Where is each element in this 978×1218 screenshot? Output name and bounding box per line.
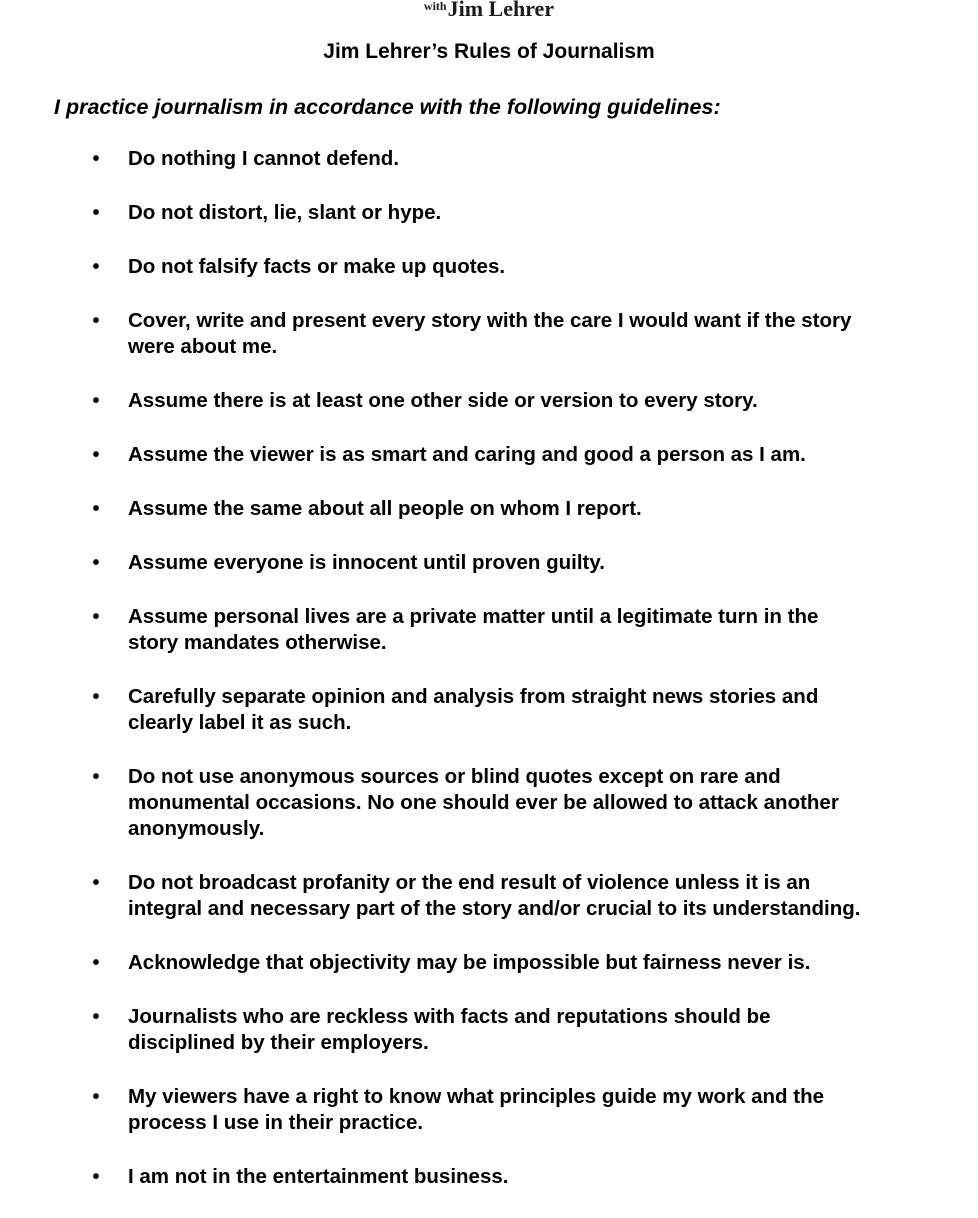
- bullet-icon: •: [92, 552, 100, 574]
- list-item: [0, 950, 978, 976]
- rule-text: Do not falsify facts or make up quotes.: [128, 255, 506, 278]
- list-item: [0, 550, 978, 576]
- masthead-name: Jim Lehrer: [447, 0, 555, 21]
- rule-text: Do not use anonymous sources or blind quotes except on rare and monumental occasions. No one should ever be allowed to attack another anonymously.: [128, 765, 839, 840]
- list-item: [0, 388, 978, 414]
- bullet-icon: •: [92, 310, 100, 332]
- list-item: [0, 1004, 978, 1056]
- rule-text: Do nothing I cannot defend.: [128, 147, 400, 170]
- rule-text: Assume the viewer is as smart and caring and good a person as I am.: [128, 443, 806, 466]
- list-item: [0, 308, 978, 360]
- intro-text: I practice journalism in accordance with the following guidelines:: [54, 95, 721, 119]
- bullet-icon: •: [92, 498, 100, 520]
- bullet-icon: •: [92, 686, 100, 708]
- bullet-icon: •: [92, 952, 100, 974]
- list-item: [0, 870, 978, 922]
- masthead-prefix: with: [423, 0, 447, 13]
- rule-text: Acknowledge that objectivity may be impossible but fairness never is.: [128, 951, 811, 974]
- bullet-icon: •: [92, 256, 100, 278]
- bullet-icon: •: [92, 1166, 100, 1188]
- list-item: [0, 684, 978, 736]
- bullet-icon: •: [92, 766, 100, 788]
- rule-text: Journalists who are reckless with facts and reputations should be disciplined by their employers.: [128, 1005, 771, 1054]
- bullet-icon: •: [92, 202, 100, 224]
- rule-text: Assume there is at least one other side or version to every story.: [128, 389, 758, 412]
- bullet-icon: •: [92, 444, 100, 466]
- list-item: [0, 146, 978, 172]
- list-item: [0, 604, 978, 656]
- rule-text: Cover, write and present every story with the care I would want if the story were about me.: [128, 309, 852, 358]
- rule-text: My viewers have a right to know what principles guide my work and the process I use in their practice.: [128, 1085, 825, 1134]
- bullet-icon: •: [92, 1086, 100, 1108]
- list-item: [0, 1164, 978, 1190]
- bullet-icon: •: [92, 606, 100, 628]
- masthead-logo: [0, 0, 978, 21]
- list-item: [0, 764, 978, 842]
- bullet-icon: •: [92, 148, 100, 170]
- list-item: [0, 496, 978, 522]
- rule-text: Carefully separate opinion and analysis from straight news stories and clearly label it as such.: [128, 685, 819, 734]
- rules-list: [0, 146, 978, 1218]
- rule-text: I am not in the entertainment business.: [128, 1165, 509, 1188]
- rule-text: Assume the same about all people on whom I report.: [128, 497, 642, 520]
- rule-text: Do not broadcast profanity or the end result of violence unless it is an integral and necessary part of the story and/or crucial to its understanding.: [128, 871, 861, 920]
- rule-text: Assume everyone is innocent until proven guilty.: [128, 551, 605, 574]
- list-item: [0, 1084, 978, 1136]
- rule-text: Assume personal lives are a private matter until a legitimate turn in the story mandates otherwise.: [128, 605, 819, 654]
- bullet-icon: •: [92, 1006, 100, 1028]
- list-item: [0, 442, 978, 468]
- rule-text: Do not distort, lie, slant or hype.: [128, 201, 442, 224]
- bullet-icon: •: [92, 390, 100, 412]
- page-title: Jim Lehrer’s Rules of Journalism: [323, 40, 655, 63]
- bullet-icon: •: [92, 872, 100, 894]
- list-item: [0, 200, 978, 226]
- list-item: [0, 254, 978, 280]
